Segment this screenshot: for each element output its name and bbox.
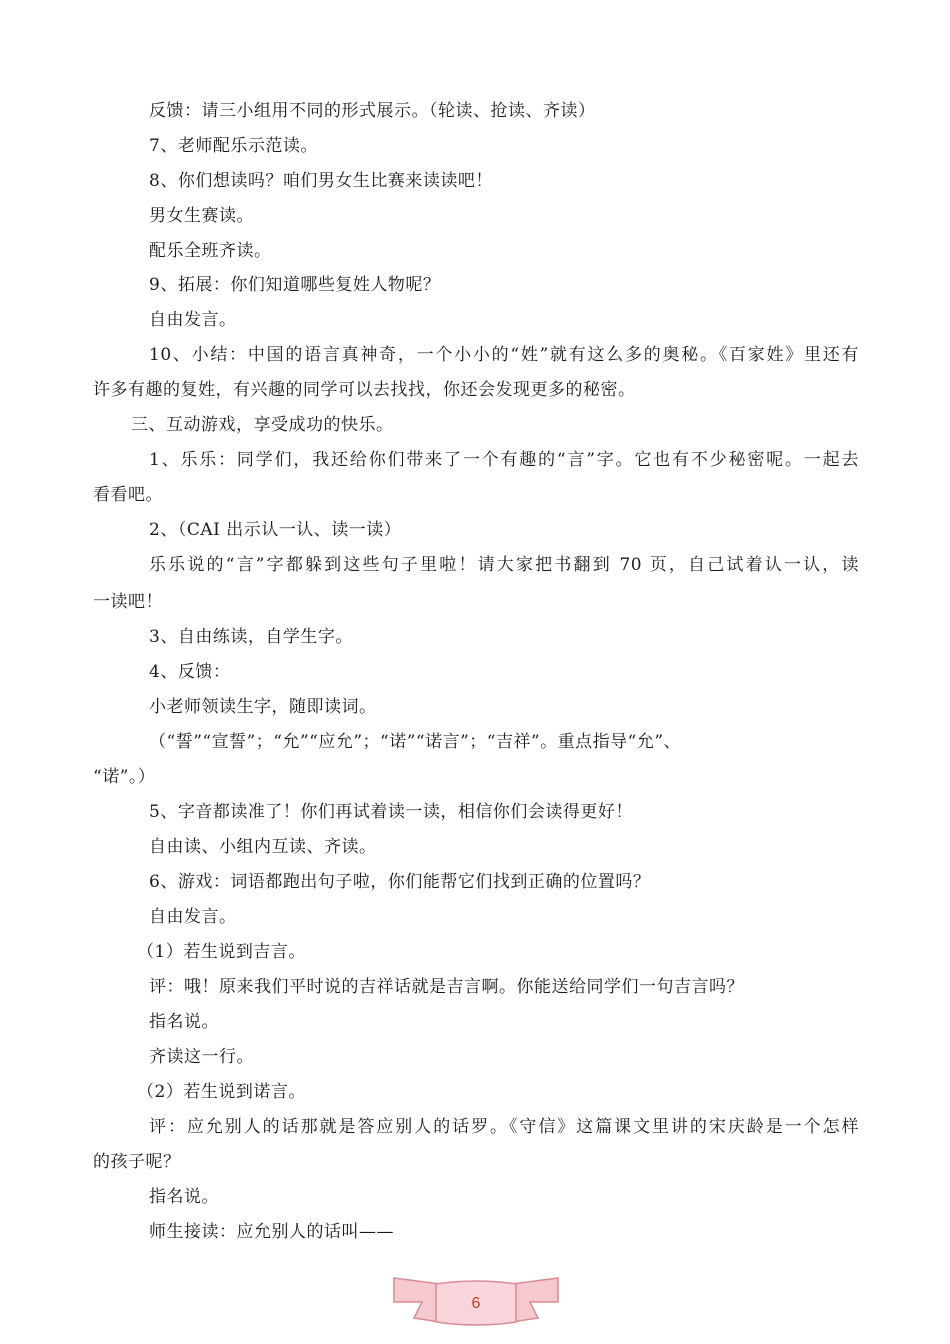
text-line: 自由读、小组内互读、齐读。 (149, 837, 377, 857)
text-line: 指名说。 (149, 1012, 219, 1032)
text-line: 3、自由练读，自学生字。 (149, 627, 353, 647)
text-line: 小老师领读生字，随即读词。 (149, 697, 377, 717)
text-line: 乐乐说的“言”字都躲到这些句子里啦！请大家把书翻到 70 页，自己试着认一认，读 (149, 555, 859, 575)
text-line: 许多有趣的复姓，有兴趣的同学可以去找找，你还会发现更多的秘密。 (93, 380, 636, 400)
text-line: 自由发言。 (149, 907, 237, 927)
text-line: 5、字音都读准了！你们再试着读一读，相信你们会读得更好！ (149, 802, 633, 822)
page-number: 6 (471, 1295, 481, 1312)
text-line: （1）若生说到吉言。 (137, 942, 306, 962)
section-heading: 三、互动游戏，享受成功的快乐。 (131, 415, 394, 435)
text-line: 2、（CAI 出示认一认、读一读） (149, 520, 402, 540)
text-line: 反馈：请三小组用不同的形式展示。（轮读、抢读、齐读） (149, 101, 596, 121)
text-line: 评：应允别人的话那就是答应别人的话罗。《守信》这篇课文里讲的宋庆龄是一个怎样 (149, 1117, 859, 1137)
text-line: （2）若生说到诺言。 (137, 1082, 306, 1102)
text-line: 4、反馈： (149, 662, 231, 682)
text-line: 配乐全班齐读。 (149, 241, 272, 261)
text-line: 自由发言。 (149, 310, 237, 330)
text-line: 的孩子呢？ (93, 1152, 181, 1172)
text-line: 1、乐乐：同学们，我还给你们带来了一个有趣的“言”字。它也有不少秘密呢。一起去 (149, 450, 859, 470)
text-line: “诺”。） (93, 767, 156, 787)
text-line: 10、小结：中国的语言真神奇，一个小小的“姓”就有这么多的奥秘。《百家姓》里还有 (149, 345, 859, 365)
text-line: 6、游戏：词语都跑出句子啦，你们能帮它们找到正确的位置吗？ (149, 872, 651, 892)
text-line: 齐读这一行。 (149, 1047, 254, 1067)
text-line: 8、你们想读吗？咱们男女生比赛来读读吧！ (149, 171, 493, 191)
text-line: 男女生赛读。 (149, 206, 254, 226)
text-line: 7、老师配乐示范读。 (149, 136, 318, 156)
text-line: （“誓”“宣誓”；“允”“应允”；“诺”“诺言”；“吉祥”。重点指导“允”、 (149, 732, 682, 752)
text-line: 9、拓展：你们知道哪些复姓人物呢？ (149, 275, 441, 295)
text-line: 评：哦！原来我们平时说的吉祥话就是吉言啊。你能送给同学们一句吉言吗？ (149, 977, 744, 997)
text-line: 一读吧！ (93, 592, 163, 612)
text-line: 师生接读：应允别人的话叫—— (149, 1222, 394, 1242)
text-line: 指名说。 (149, 1187, 219, 1207)
text-line: 看看吧。 (93, 485, 163, 505)
